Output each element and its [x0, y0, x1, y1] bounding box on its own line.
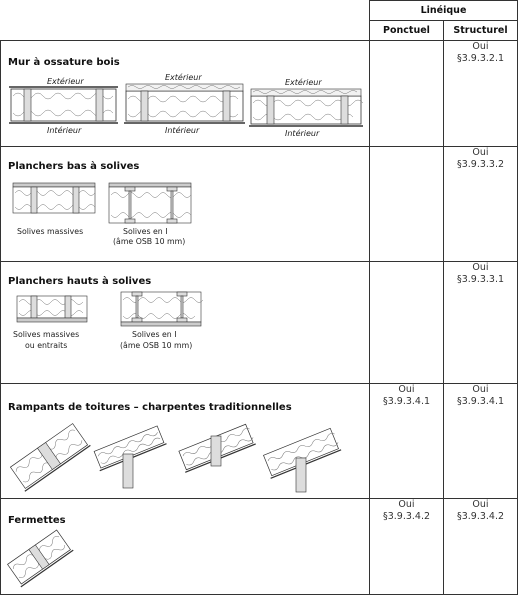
label-exterieur-1: Extérieur — [47, 77, 84, 86]
header-structurel: Structurel — [444, 21, 518, 41]
row-fermettes — [1, 499, 370, 595]
value-reference: §3.9.3.4.1 — [456, 396, 505, 407]
row-title: Planchers bas à solives — [8, 161, 140, 172]
label-interieur-2: Intérieur — [165, 126, 200, 135]
header-blank-cell — [1, 1, 370, 41]
wall-diagram-2 — [124, 84, 245, 123]
cell-fermettes-structurel — [444, 499, 518, 595]
value-oui: Oui — [472, 499, 489, 510]
roof-diagram-3 — [177, 423, 256, 472]
row-planchers-hauts — [1, 262, 370, 384]
label-solives-en-i: Solives en I — [123, 227, 168, 236]
label-ame-osb: (âme OSB 10 mm) — [113, 237, 186, 246]
value-oui: Oui — [398, 384, 415, 395]
value-reference: §3.9.3.4.2 — [456, 511, 505, 522]
label-solives-en-i: Solives en I — [132, 330, 177, 339]
cell-mur-ponctuel — [370, 41, 444, 147]
floor-high-diagram-2 — [121, 292, 203, 326]
header-ponctuel: Ponctuel — [370, 21, 444, 41]
label-exterieur-2: Extérieur — [165, 73, 202, 82]
roof-diagram-2 — [92, 425, 166, 488]
value-oui: Oui — [472, 384, 489, 395]
value-reference: §3.9.3.3.1 — [456, 274, 505, 285]
floor-low-diagrams — [1, 147, 370, 262]
row-title: Planchers hauts à solives — [8, 276, 152, 287]
label-interieur-1: Intérieur — [47, 126, 82, 135]
cell-rampants-structurel — [444, 384, 518, 499]
floor-high-diagrams — [1, 262, 370, 384]
floor-low-diagram-1 — [13, 183, 95, 213]
value-oui: Oui — [472, 262, 489, 273]
label-interieur-3: Intérieur — [285, 129, 320, 138]
cell-planchers-bas-ponctuel — [370, 147, 444, 262]
row-title: Fermettes — [8, 515, 66, 526]
wall-diagram-3 — [249, 89, 363, 126]
value-reference: §3.9.3.3.2 — [456, 159, 505, 170]
value-oui: Oui — [472, 147, 489, 158]
cell-mur-structurel — [444, 41, 518, 147]
value-reference: §3.9.3.4.1 — [382, 396, 431, 407]
value-oui: Oui — [472, 41, 489, 52]
label-solives-massives: Solives massives — [17, 227, 84, 236]
label-solives-massives: Solives massives — [13, 330, 80, 339]
roof-diagram-1 — [9, 422, 91, 491]
wall-diagram-1 — [9, 87, 118, 123]
label-ou-entraits: ou entraits — [25, 341, 68, 350]
value-reference: §3.9.3.2.1 — [456, 53, 505, 64]
cell-planchers-bas-structurel — [444, 147, 518, 262]
row-mur-ossature-bois — [1, 41, 370, 147]
roof-slope-diagrams — [1, 384, 370, 499]
truss-diagram-1 — [6, 529, 73, 587]
cell-planchers-hauts-ponctuel — [370, 262, 444, 384]
label-ame-osb: (âme OSB 10 mm) — [120, 341, 193, 350]
value-reference: §3.9.3.4.2 — [382, 511, 431, 522]
value-oui: Oui — [398, 499, 415, 510]
label-exterieur-3: Extérieur — [285, 78, 322, 87]
row-title: Mur à ossature bois — [8, 57, 120, 68]
floor-high-diagram-1 — [17, 296, 87, 322]
floor-low-diagram-2 — [109, 183, 191, 223]
row-planchers-bas — [1, 147, 370, 262]
cell-planchers-hauts-structurel — [444, 262, 518, 384]
header-lineique: Linéique — [370, 1, 518, 21]
roof-diagram-4 — [262, 428, 341, 492]
row-title: Rampants de toitures – charpentes traditionnelles — [8, 402, 292, 413]
truss-diagram — [1, 499, 370, 595]
cell-fermettes-ponctuel — [370, 499, 444, 595]
cell-rampants-ponctuel — [370, 384, 444, 499]
row-rampants-toitures — [1, 384, 370, 499]
